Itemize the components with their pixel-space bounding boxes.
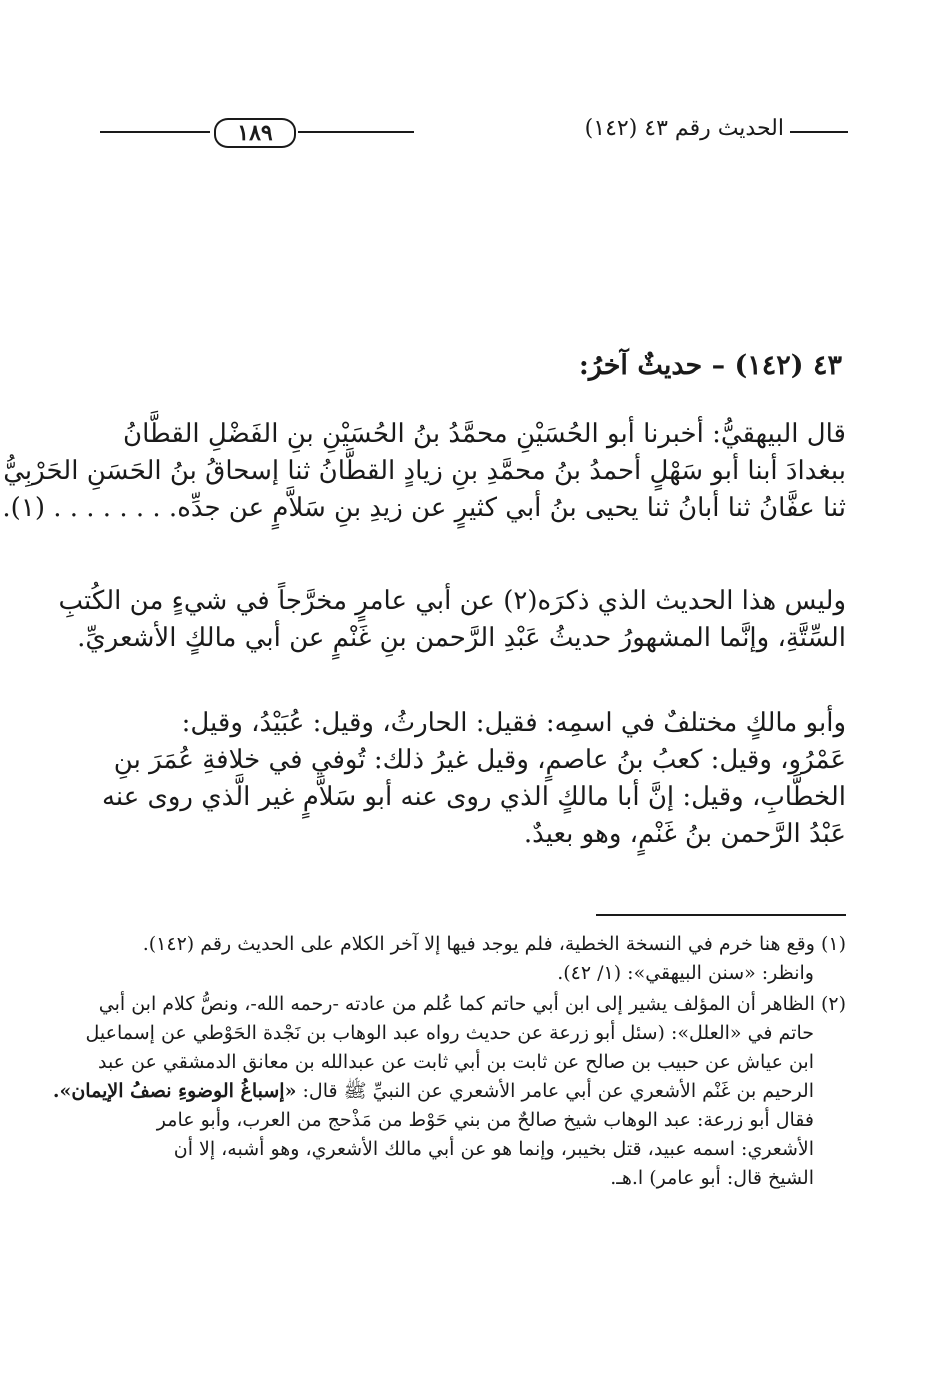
text-line: وأبو مالكٍ مختلفٌ في اسمِه: فقيل: الحارثُ، وقيل: عُبَيْدُ، وقيل:	[181, 708, 846, 738]
footnote-line: ابن عياش عن حبيب بن صالح عن ثابت بن أبي ثابت عن عبدالله بن معانق الدمشقي عن عبد	[97, 1051, 814, 1073]
footnote-line: فقال أبو زرعة: عبد الوهاب شيخ صالحٌ من بني حَوْط من مَذْحج من العرب، وأبو عامر	[156, 1109, 814, 1131]
footnote-hadith-quote: «إسباغُ الوضوءِ نصفُ الإيمان».	[52, 1080, 297, 1102]
text-line: عَمْرُو، وقيل: كعبُ بنُ عاصمٍ، وقيل غيرُ ذلك: تُوفي في خلافةِ عُمَرَ بنِ	[113, 745, 846, 775]
page-number: ١٨٩	[214, 118, 296, 148]
header-rule-right	[790, 131, 848, 133]
footnote-line: (١) وقع هنا خرم في النسخة الخطية، فلم يوجد فيها إلا آخر الكلام على الحديث رقم (١٤٢).	[142, 933, 846, 955]
text-line: قال البيهقيُّ: أخبرنا أبو الحُسَيْنِ محمَّدُ بنُ الحُسَيْنِ بنِ الفَضْلِ القطَّانُ	[123, 419, 846, 449]
header-title: الحديث رقم ٤٣ (١٤٢)	[584, 116, 784, 141]
footnotes	[52, 930, 846, 1195]
isnad-paragraph	[2, 416, 846, 527]
hadith-heading: ٤٣ (١٤٢) – حديثٌ آخرُ:	[578, 350, 842, 381]
footnote-line: الشيخ قال: أبو عامر) ا.هـ.	[610, 1167, 814, 1189]
text-line: عَبْدُ الرَّحمن بنُ غَنْمٍ، وهو بعيدٌ.	[523, 819, 846, 849]
footnote-separator	[596, 914, 846, 916]
footnote-line	[52, 1077, 846, 1106]
footnote-2	[52, 990, 846, 1193]
text-line: ببغدادَ أبنا أبو سَهْلٍ أحمدُ بنُ محمَّدِ بنِ زيادٍ القطَّانُ ثنا إسحاقُ بنُ الحَسَنِ الحَرْبِيُّ	[3, 456, 846, 486]
footnote-line: (٢) الظاهر أن المؤلف يشير إلى ابن أبي حاتم كما عُلم من عادته -رحمه الله-، ونصُّ كلام ابن أبي	[98, 993, 846, 1015]
footnote-line: الأشعري: اسمه عبيد، قتل بخيبر، وإنما هو عن أبي مالك الأشعري، وهو أشبه، إلا أن	[173, 1138, 814, 1160]
narrator-paragraph	[94, 705, 846, 853]
text-line: الخطَّابِ، وقيل: إنَّ أبا مالكٍ الذي روى عنه أبو سَلاَّمٍ غير الَّذي روى عنه	[101, 782, 846, 812]
header-rule-left	[100, 131, 210, 133]
footnote-line-text: الرحيم بن غَنْم الأشعري عن أبي عامر الأشعري عن النبيِّ ﷺ قال:	[302, 1080, 814, 1102]
commentary-paragraph	[58, 583, 846, 657]
header-rule-middle	[298, 131, 414, 133]
footnote-line: وانظر: «سنن البيهقي»: (١/ ٤٢).	[557, 962, 814, 984]
running-header	[100, 112, 848, 152]
text-line: وليس هذا الحديث الذي ذكرَه(٢) عن أبي عامرٍ مخرَّجاً في شيءٍ من الكُتبِ	[58, 586, 846, 616]
footnote-line: حاتم في «العلل»: (سئل أبو زرعة عن حديث رواه عبد الوهاب بن نَجْدة الحَوْطي عن إسماعيل	[85, 1022, 814, 1044]
text-line: السِّتَّةِ، وإنَّما المشهورُ حديثُ عَبْدِ الرَّحمن بنِ غَنْمٍ عن أبي مالكٍ الأشعريِّ.	[77, 623, 846, 653]
footnote-1	[94, 930, 846, 988]
text-line: ثنا عفَّانُ ثنا أبانُ ثنا يحيى بنُ أبي كثيرٍ عن زيدِ بنِ سَلاَّمٍ عن جدِّه. . . . . . . . (١).	[2, 493, 846, 523]
